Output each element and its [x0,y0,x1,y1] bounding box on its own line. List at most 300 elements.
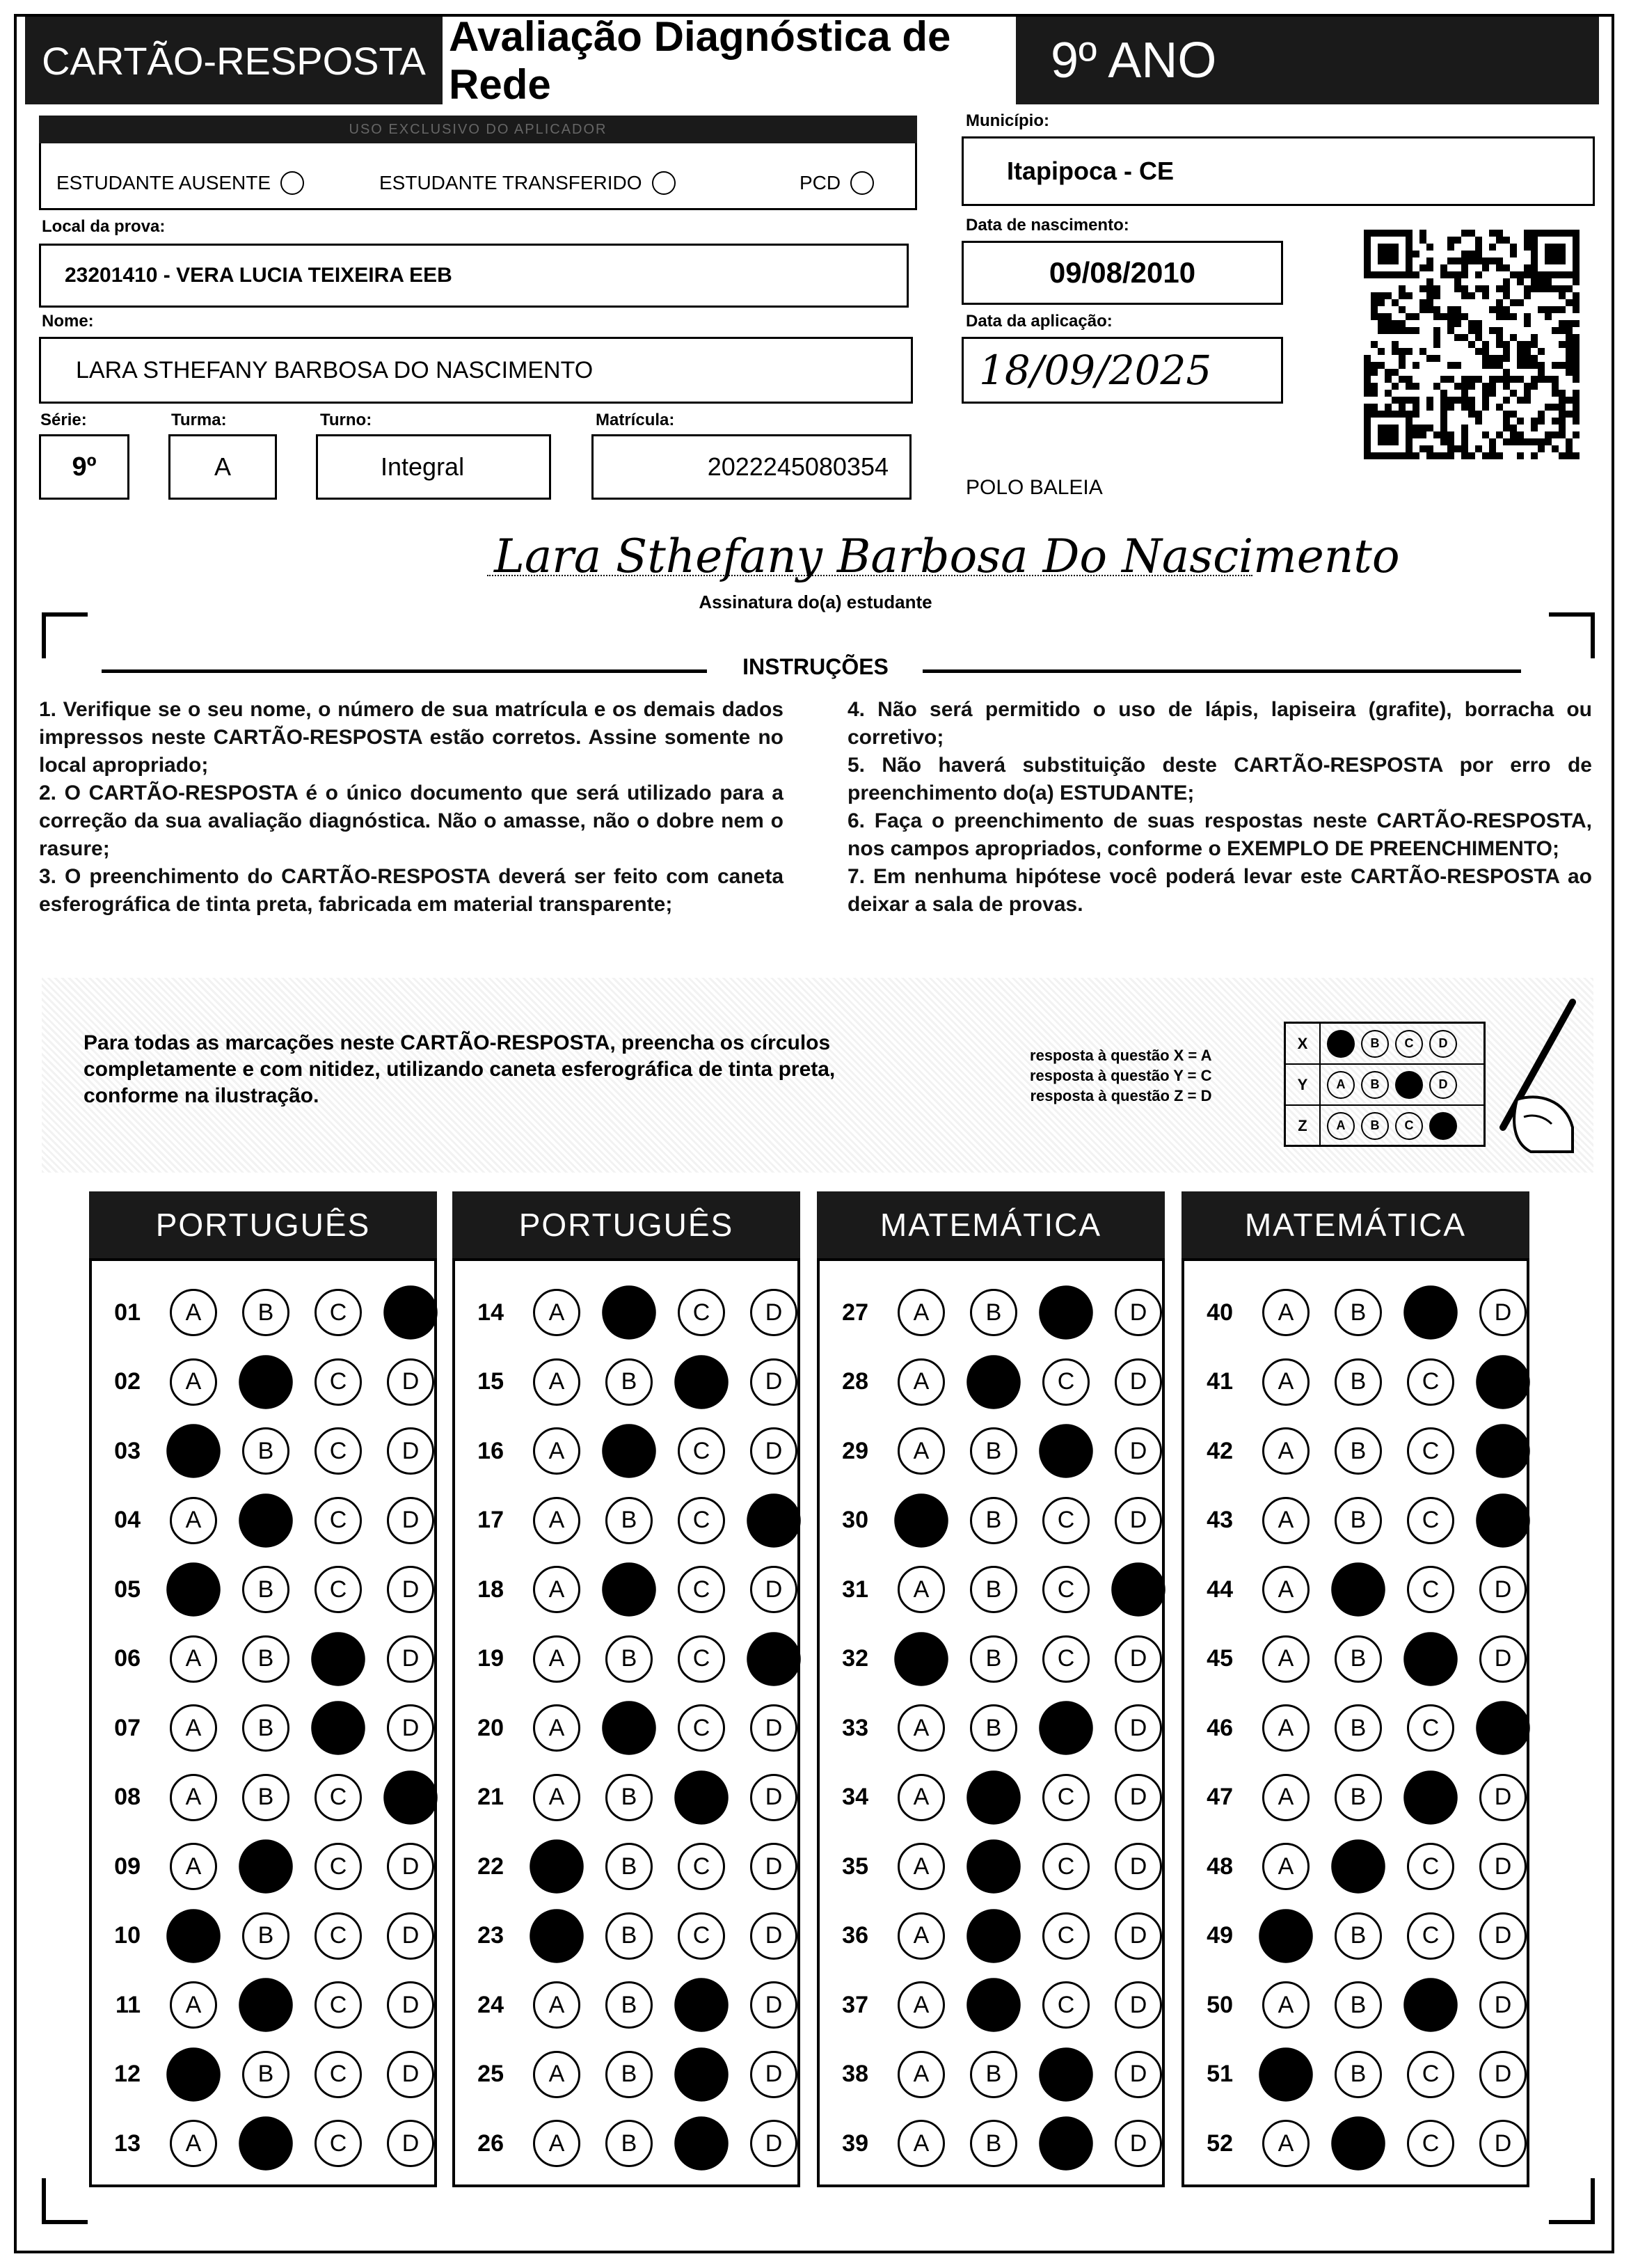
answer-bubble-c[interactable]: C [1407,2051,1454,2098]
answer-bubble-b[interactable]: B [970,1497,1017,1544]
answer-bubble-d[interactable]: D [1115,1427,1162,1475]
answer-bubble-b[interactable]: B [605,2120,653,2167]
answer-bubble-a[interactable]: A [170,1981,217,2029]
answer-bubble-a[interactable]: A [1262,1427,1310,1475]
answer-bubble-a[interactable]: A [898,1427,945,1475]
question-row [820,1977,1162,2033]
answer-bubble-c[interactable]: C [678,1704,725,1752]
answer-bubble-a[interactable] [166,1424,221,1478]
answer-bubble-b[interactable] [239,1493,293,1548]
answer-bubble-b[interactable]: B [970,1704,1017,1752]
answer-bubble-c[interactable]: C [315,1774,362,1821]
answer-column [89,1258,437,2187]
answer-bubble-a[interactable]: A [1262,1566,1310,1613]
column-header: MATEMÁTICA [817,1191,1165,1258]
answer-bubble-d[interactable]: D [1115,2120,1162,2167]
answer-bubble-d[interactable]: D [1115,1704,1162,1752]
fill-example-bubble [1429,1112,1457,1140]
question-number: 28 [842,1368,868,1395]
answer-bubble-b[interactable]: B [1335,2051,1382,2098]
answer-bubble-d[interactable]: D [750,1289,797,1336]
answer-bubble-b[interactable] [239,1978,293,2032]
answer-column [452,1258,800,2187]
column-header: MATEMÁTICA [1182,1191,1529,1258]
question-number: 43 [1207,1507,1233,1533]
answer-bubble-c[interactable]: C [1042,1635,1090,1683]
answer-bubble-b[interactable]: B [242,1912,289,1960]
pen-hand-icon [1475,995,1580,1155]
answer-bubble-a[interactable] [166,2047,221,2102]
instructions-left [39,696,783,919]
answer-bubble-a[interactable]: A [1262,1704,1310,1752]
answer-bubble-a[interactable]: A [533,1704,580,1752]
instruction-7: 7. Em nenhuma hipótese você poderá levar este CARTÃO-RESPOSTA ao deixar a sala de provas. [848,865,1592,916]
answer-bubble-b[interactable]: B [1335,1427,1382,1475]
answer-bubble-c[interactable]: C [1042,1843,1090,1890]
question-number: 01 [114,1299,141,1326]
answer-bubble-b[interactable]: B [1335,1289,1382,1336]
answer-bubble-d[interactable]: D [1479,1635,1527,1683]
answer-bubble-d[interactable]: D [750,1566,797,1613]
answer-bubble-d[interactable]: D [387,1427,434,1475]
question-row [455,2116,797,2171]
signature-caption: Assinatura do(a) estudante [699,592,932,612]
question-number: 07 [114,1714,141,1741]
answer-bubble-c[interactable] [674,1770,729,1825]
answer-bubble-a[interactable] [530,1909,584,1963]
answer-bubble-b[interactable]: B [605,1358,653,1406]
answer-bubble-c[interactable] [1403,1285,1458,1340]
question-row [92,1562,434,1617]
answer-bubble-d[interactable]: D [750,1843,797,1890]
turma-label: Turma: [171,411,227,429]
answer-bubble-a[interactable] [894,1632,948,1686]
fill-example-key: Z [1286,1106,1321,1145]
answer-bubble-c[interactable]: C [1407,1912,1454,1960]
answer-bubble-a[interactable] [894,1493,948,1548]
answer-bubble-a[interactable] [530,1839,584,1894]
question-number: 10 [114,1922,141,1949]
answer-bubble-d[interactable] [383,1770,438,1825]
answer-bubble-c[interactable]: C [678,1427,725,1475]
status-absent[interactable] [56,171,304,195]
answer-bubble-b[interactable] [1331,1839,1385,1894]
answer-bubble-b[interactable]: B [242,2051,289,2098]
question-number: 09 [114,1853,141,1880]
answer-bubble-b[interactable]: B [970,1427,1017,1475]
answer-bubble-d[interactable]: D [750,1981,797,2029]
answer-bubble-a[interactable]: A [1262,1774,1310,1821]
answer-bubble-b[interactable]: B [1335,1358,1382,1406]
answer-bubble-c[interactable]: C [1407,1843,1454,1890]
answer-bubble-b[interactable]: B [605,1912,653,1960]
answer-bubble-d[interactable]: D [750,1704,797,1752]
fill-example-bubble: A [1327,1071,1355,1099]
instruction-1: 1. Verifique se o seu nome, o número de sua matrícula e os demais dados impressos neste CARTÃO-RESPOSTA estão corretos. Assine somente no local apropriado; [39,698,783,777]
answer-bubble-b[interactable] [966,1909,1021,1963]
question-number: 11 [116,1991,141,2018]
answer-bubble-b[interactable] [1331,1562,1385,1617]
question-number: 08 [114,1784,141,1810]
answer-bubble-c[interactable]: C [1407,1358,1454,1406]
answer-bubble-a[interactable]: A [898,1289,945,1336]
fill-example-bubble: C [1395,1030,1423,1058]
answer-bubble-a[interactable]: A [898,2120,945,2167]
answer-bubble-c[interactable]: C [315,2120,362,2167]
question-number: 48 [1207,1853,1233,1880]
answer-bubble-d[interactable]: D [387,1704,434,1752]
answer-bubble-c[interactable]: C [1042,1912,1090,1960]
answer-bubble-b[interactable] [1331,2116,1385,2171]
status-row [39,143,917,210]
answer-bubble-b[interactable]: B [970,1635,1017,1683]
answer-bubble-b[interactable] [602,1285,656,1340]
answer-column [1182,1258,1529,2187]
question-row [820,1700,1162,1756]
answer-bubble-d[interactable]: D [1479,1566,1527,1613]
answer-bubble-d[interactable] [1476,1355,1530,1409]
answer-bubble-b[interactable]: B [970,2051,1017,2098]
answer-bubble-a[interactable]: A [170,1289,217,1336]
answer-bubble-b[interactable]: B [242,1704,289,1752]
answer-bubble-b[interactable] [966,1355,1021,1409]
question-number: 25 [477,2061,504,2087]
answer-bubble-a[interactable]: A [898,1843,945,1890]
question-row [820,1285,1162,1340]
answer-bubble-a[interactable]: A [898,1566,945,1613]
question-row [455,2047,797,2102]
answer-bubble-a[interactable]: A [1262,1289,1310,1336]
answer-bubble-b[interactable]: B [1335,1704,1382,1752]
answer-bubble-d[interactable]: D [1115,1981,1162,2029]
question-number: 02 [114,1368,141,1395]
legend-z: resposta à questão Z = D [1030,1087,1212,1104]
answer-bubble-d[interactable]: D [1479,1843,1527,1890]
nome-field: LARA STHEFANY BARBOSA DO NASCIMENTO [39,337,913,404]
question-number: 46 [1207,1714,1233,1741]
answer-bubble-d[interactable]: D [1479,2051,1527,2098]
question-number: 17 [477,1507,504,1533]
answer-bubble-b[interactable]: B [1335,1774,1382,1821]
answer-bubble-d[interactable] [1476,1701,1530,1755]
question-row [455,1770,797,1825]
answer-bubble-c[interactable] [1039,2116,1093,2171]
answer-bubble-b[interactable]: B [605,1981,653,2029]
answer-bubble-c[interactable]: C [678,1497,725,1544]
fill-example-bubble [1327,1030,1355,1058]
answer-bubble-b[interactable] [966,1770,1021,1825]
answer-bubble-d[interactable]: D [387,1981,434,2029]
answer-bubble-c[interactable] [311,1632,365,1686]
nome-label: Nome: [42,312,94,331]
answer-bubble-a[interactable]: A [533,1566,580,1613]
answer-bubble-d[interactable]: D [1115,1358,1162,1406]
answer-bubble-c[interactable]: C [315,1566,362,1613]
answer-bubble-c[interactable]: C [315,1289,362,1336]
answer-bubble-a[interactable]: A [1262,1358,1310,1406]
column-header: PORTUGUÊS [89,1191,437,1258]
answer-bubble-a[interactable]: A [898,2051,945,2098]
answer-bubble-c[interactable]: C [1407,1704,1454,1752]
answer-bubble-c[interactable] [311,1701,365,1755]
answer-bubble-b[interactable]: B [242,1635,289,1683]
answer-bubble-a[interactable]: A [170,2120,217,2167]
answer-bubble-d[interactable]: D [750,1912,797,1960]
answer-bubble-d[interactable]: D [750,1358,797,1406]
answer-bubble-b[interactable]: B [1335,1497,1382,1544]
answer-bubble-d[interactable]: D [750,2120,797,2167]
answer-bubble-c[interactable] [1403,1978,1458,2032]
answer-bubble-b[interactable] [239,1839,293,1894]
answer-bubble-a[interactable] [1259,2047,1313,2102]
question-row [1184,2047,1527,2102]
status-pcd-label: PCD [799,172,841,193]
answer-bubble-d[interactable]: D [387,2120,434,2167]
answer-bubble-a[interactable]: A [533,1289,580,1336]
answer-bubble-a[interactable]: A [1262,1981,1310,2029]
answer-bubble-c[interactable]: C [315,2051,362,2098]
answer-bubble-c[interactable]: C [1042,1358,1090,1406]
answer-bubble-d[interactable]: D [1479,1912,1527,1960]
question-row [1184,1493,1527,1548]
question-row [92,1423,434,1479]
answer-bubble-c[interactable]: C [1407,1566,1454,1613]
question-number: 30 [842,1507,868,1533]
answer-bubble-a[interactable] [166,1909,221,1963]
answer-bubble-c[interactable]: C [315,1427,362,1475]
answer-bubble-b[interactable]: B [970,1289,1017,1336]
answer-bubble-d[interactable]: D [750,1774,797,1821]
matricula-label: Matrícula: [596,411,675,429]
answer-bubble-a[interactable]: A [533,1358,580,1406]
answer-bubble-c[interactable]: C [678,1843,725,1890]
answer-bubble-b[interactable] [239,2116,293,2171]
answer-bubble-a[interactable]: A [170,1497,217,1544]
answer-bubble-d[interactable]: D [387,2051,434,2098]
signature-text: Lara Sthefany Barbosa Do Nascimento [494,530,1400,583]
answer-bubble-d[interactable]: D [1115,1289,1162,1336]
question-number: 23 [477,1922,504,1949]
answer-bubble-d[interactable]: D [1115,1774,1162,1821]
answer-bubble-a[interactable]: A [898,1704,945,1752]
instruction-5: 5. Não haverá substituição deste CARTÃO-RESPOSTA por erro de preenchimento do(a) ESTUDANTE; [848,754,1592,804]
question-number: 31 [842,1576,868,1603]
question-row [820,2116,1162,2171]
question-number: 27 [842,1299,868,1326]
answer-bubble-c[interactable]: C [1407,1427,1454,1475]
answer-bubble-b[interactable]: B [970,2120,1017,2167]
answer-bubble-c[interactable]: C [315,1981,362,2029]
question-number: 33 [842,1714,868,1741]
answer-bubble-a[interactable]: A [1262,2120,1310,2167]
answer-bubble-b[interactable]: B [970,1566,1017,1613]
registration-mark-bottom-right [1549,2178,1595,2224]
question-number: 29 [842,1437,868,1464]
answer-bubble-a[interactable]: A [170,1843,217,1890]
answer-bubble-c[interactable] [1039,1701,1093,1755]
question-number: 49 [1207,1922,1233,1949]
answer-bubble-a[interactable]: A [898,1912,945,1960]
answer-bubble-d[interactable]: D [1115,1912,1162,1960]
answer-bubble-b[interactable]: B [605,1843,653,1890]
answer-bubble-c[interactable]: C [678,1289,725,1336]
answer-bubble-b[interactable]: B [605,2051,653,2098]
answer-bubble-d[interactable]: D [750,2051,797,2098]
answer-bubble-b[interactable]: B [605,1774,653,1821]
answer-bubble-a[interactable]: A [170,1635,217,1683]
answer-bubble-a[interactable]: A [170,1358,217,1406]
question-row [820,1770,1162,1825]
answer-bubble-d[interactable]: D [387,1912,434,1960]
answer-bubble-a[interactable]: A [533,2051,580,2098]
answer-bubble-b[interactable]: B [1335,1635,1382,1683]
answer-bubble-d[interactable] [383,1285,438,1340]
answer-bubble-c[interactable] [674,1978,729,2032]
status-pcd[interactable] [799,171,874,195]
question-number: 41 [1207,1368,1233,1395]
answer-bubble-a[interactable]: A [533,2120,580,2167]
answer-bubble-a[interactable]: A [898,1358,945,1406]
answer-bubble-d[interactable] [1111,1562,1165,1617]
answer-bubble-a[interactable]: A [1262,1843,1310,1890]
answer-bubble-a[interactable] [166,1562,221,1617]
question-row [1184,1700,1527,1756]
answer-bubble-d[interactable]: D [387,1566,434,1613]
question-number: 42 [1207,1437,1233,1464]
exam-title: Avaliação Diagnóstica de Rede [449,13,951,108]
instruction-2: 2. O CARTÃO-RESPOSTA é o único documento que será utilizado para a correção da sua avaliação diagnóstica. Não o amasse, não o dobre nem o rasure; [39,782,783,860]
serie-field: 9º [39,434,129,500]
answer-bubble-c[interactable] [1039,1285,1093,1340]
answer-bubble-c[interactable]: C [315,1358,362,1406]
answer-bubble-d[interactable]: D [387,1635,434,1683]
answer-bubble-a[interactable]: A [533,1497,580,1544]
answer-bubble-a[interactable]: A [898,1774,945,1821]
answer-bubble-d[interactable]: D [1115,2051,1162,2098]
column-header: PORTUGUÊS [452,1191,800,1258]
answer-bubble-c[interactable]: C [1407,2120,1454,2167]
question-row [820,1354,1162,1410]
turno-label: Turno: [320,411,372,429]
question-row [92,1631,434,1687]
answer-bubble-b[interactable]: B [242,1566,289,1613]
answer-bubble-d[interactable] [747,1632,801,1686]
answer-bubble-a[interactable]: A [1262,1635,1310,1683]
question-row [1184,1354,1527,1410]
answer-bubble-c[interactable] [674,2116,729,2171]
instruction-3: 3. O preenchimento do CARTÃO-RESPOSTA deverá ser feito com caneta esferográfica de tinta preta, fabricada em material transparente; [39,865,783,916]
answer-bubble-c[interactable]: C [678,1912,725,1960]
answer-bubble-a[interactable]: A [1262,1497,1310,1544]
status-transferred[interactable] [379,171,676,195]
question-number: 44 [1207,1576,1233,1603]
answer-bubble-c[interactable]: C [1042,1497,1090,1544]
answer-bubble-c[interactable]: C [315,1497,362,1544]
answer-bubble-a[interactable] [1259,1909,1313,1963]
answer-bubble-a[interactable]: A [170,1774,217,1821]
answer-bubble-d[interactable]: D [1115,1497,1162,1544]
answer-bubble-c[interactable]: C [1042,1981,1090,2029]
answer-bubble-d[interactable]: D [1479,1289,1527,1336]
answer-bubble-b[interactable]: B [242,1774,289,1821]
answer-bubble-d[interactable]: D [1115,1843,1162,1890]
answer-bubble-d[interactable]: D [387,1497,434,1544]
grade-title: 9º ANO [1016,17,1599,104]
answer-bubble-b[interactable] [602,1562,656,1617]
question-number: 22 [477,1853,504,1880]
answer-bubble-b[interactable]: B [242,1427,289,1475]
answer-bubble-d[interactable]: D [387,1843,434,1890]
answer-bubble-c[interactable] [1403,1770,1458,1825]
answer-bubble-d[interactable] [747,1493,801,1548]
question-row [1184,2116,1527,2171]
question-number: 19 [477,1645,504,1672]
answer-bubble-a[interactable]: A [533,1635,580,1683]
answer-bubble-d[interactable]: D [1479,1774,1527,1821]
answer-bubble-c[interactable]: C [678,1566,725,1613]
answer-bubble-b[interactable] [239,1355,293,1409]
answer-bubble-c[interactable]: C [1407,1497,1454,1544]
answer-bubble-b[interactable] [966,1978,1021,2032]
answer-bubble-c[interactable] [674,1355,729,1409]
answer-bubble-b[interactable]: B [605,1635,653,1683]
answer-bubble-d[interactable]: D [387,1358,434,1406]
answer-bubble-d[interactable]: D [750,1427,797,1475]
fill-example-bubble [1395,1071,1423,1099]
answer-bubble-b[interactable] [966,1839,1021,1894]
instruction-4: 4. Não será permitido o uso de lápis, lapiseira (grafite), borracha ou corretivo; [848,698,1592,749]
answer-bubble-c[interactable]: C [1042,1774,1090,1821]
answer-bubble-c[interactable] [674,2047,729,2102]
instructions-right [848,696,1592,919]
answer-bubble-c[interactable]: C [315,1912,362,1960]
question-number: 24 [477,1991,504,2018]
answer-bubble-d[interactable]: D [1115,1635,1162,1683]
answer-bubble-a[interactable]: A [533,1774,580,1821]
answer-bubble-c[interactable] [1039,1424,1093,1478]
answer-bubble-a[interactable]: A [533,1981,580,2029]
status-absent-label: ESTUDANTE AUSENTE [56,172,271,193]
answer-bubble-a[interactable]: A [533,1427,580,1475]
answer-bubble-b[interactable]: B [1335,1912,1382,1960]
status-absent-circle[interactable] [280,171,304,195]
status-pcd-circle[interactable] [850,171,874,195]
answer-bubble-c[interactable]: C [678,1635,725,1683]
answer-bubble-b[interactable] [602,1424,656,1478]
answer-bubble-c[interactable]: C [315,1843,362,1890]
answer-bubble-a[interactable]: A [898,1981,945,2029]
answer-bubble-a[interactable]: A [170,1704,217,1752]
question-row [820,1493,1162,1548]
answer-bubble-b[interactable]: B [242,1289,289,1336]
answer-bubble-c[interactable] [1039,2047,1093,2102]
status-transferred-circle[interactable] [652,171,676,195]
answer-bubble-d[interactable]: D [1479,1981,1527,2029]
answer-bubble-d[interactable] [1476,1424,1530,1478]
answer-bubble-b[interactable] [602,1701,656,1755]
fill-example-bubble: C [1395,1112,1423,1140]
answer-bubble-c[interactable]: C [1042,1566,1090,1613]
answer-bubble-d[interactable]: D [1479,2120,1527,2167]
question-row [1184,1631,1527,1687]
answer-bubble-c[interactable] [1403,1632,1458,1686]
answer-bubble-b[interactable]: B [1335,1981,1382,2029]
answer-bubble-d[interactable] [1476,1493,1530,1548]
fill-example-bubble: A [1327,1112,1355,1140]
answer-bubble-b[interactable]: B [605,1497,653,1544]
question-number: 52 [1207,2130,1233,2157]
question-row [455,1700,797,1756]
